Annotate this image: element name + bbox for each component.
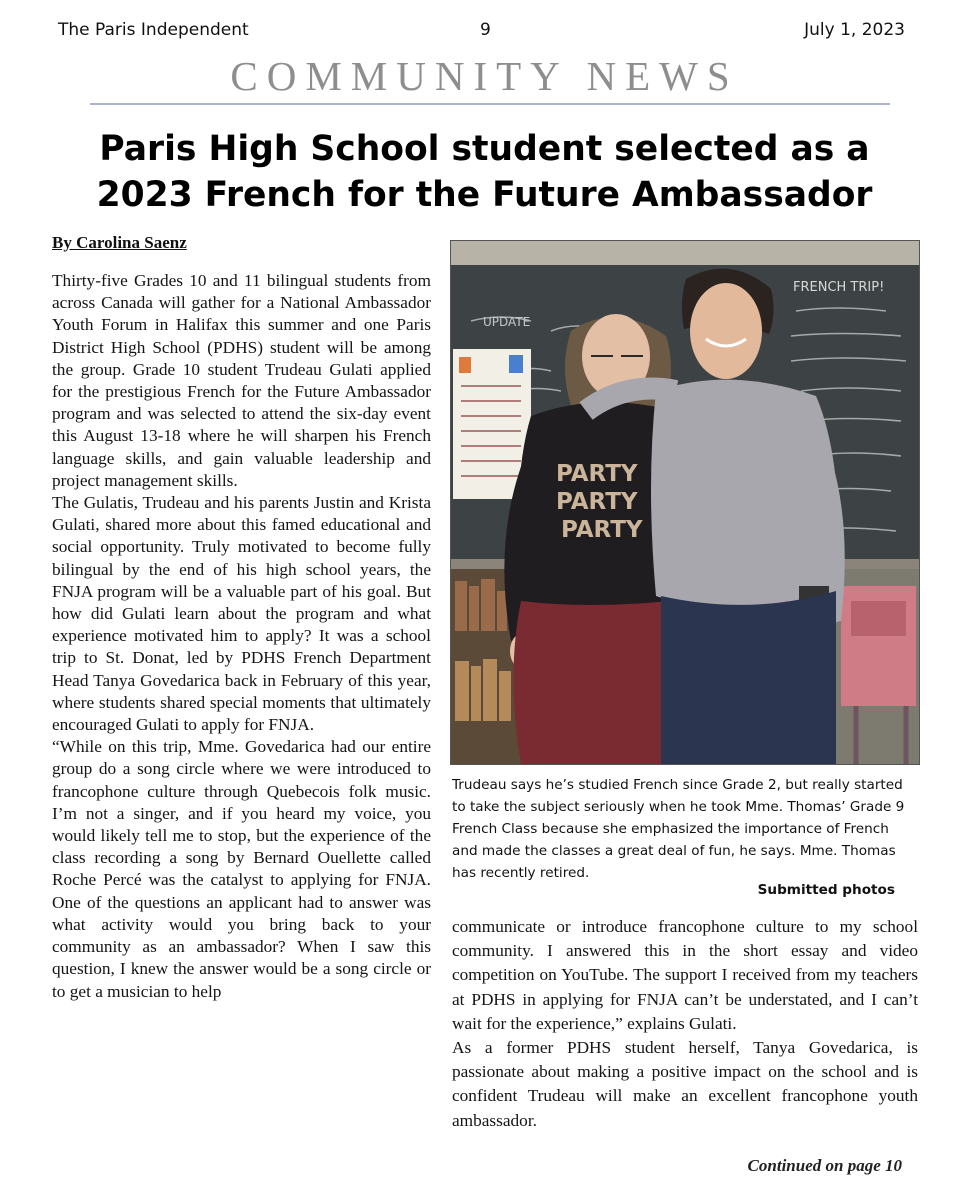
photo-caption: Trudeau says he’s studied French since Grade 2, but really started to take the subject seriously when he took Mme. Thomas’ Grade 9 French Class because she emphasized the importance of French and made the classes a great deal of fun, he says. Mme. Thomas has recently retired. bbox=[452, 777, 905, 881]
article-column-right bbox=[452, 915, 918, 1133]
issue-date: July 1, 2023 bbox=[804, 20, 905, 40]
article-paragraph: “While on this trip, Mme. Govedarica had our entire group do a song circle where we were introduced to francophone culture through Quebecois folk music. I’m not a singer, and if you heard my voice, you would likely tell me to stop, but the experience of the class recording a song by Bernard Ouellette called Roche Percé was the catalyst to applying for FNJA. One of the questions an applicant had to answer was what activity would you bring back to your community as an ambassador? When I saw this question, I knew the answer would be a song circle or to get a musician to help bbox=[52, 737, 431, 1001]
article-paragraph: Thirty-five Grades 10 and 11 bilingual students from across Canada will gather for a National Ambassador Youth Forum in Halifax this summer and one Paris District High School (PDHS) student will be among the group. Grade 10 student Trudeau Gulati applied for the prestigious French for the Future Ambassador program and was selected to attend the six-day event this August 13-18 where he will sharpen his French language skills, and gain valuable leadership and project management skills. bbox=[52, 271, 431, 490]
byline: By Carolina Saenz bbox=[52, 233, 187, 252]
headline bbox=[20, 126, 949, 218]
photo-illustration bbox=[451, 241, 919, 764]
chalk-update: UPDATE bbox=[483, 315, 531, 329]
continued-link[interactable]: Continued on page 10 bbox=[747, 1156, 902, 1175]
article-paragraph: communicate or introduce francophone culture to my school community. I answered this in the short essay and video competition on YouTube. The support I received from my teachers at PDHS in applying for FNJA can’t be understated, and I can’t wait for the experience,” explains Gulati. bbox=[452, 917, 918, 1033]
article-photo bbox=[450, 240, 920, 765]
shirt-text-1: PARTY bbox=[556, 461, 638, 487]
section-title: COMMUNITY NEWS bbox=[230, 53, 739, 99]
headline-line-2: 2023 French for the Future Ambassador bbox=[96, 175, 873, 215]
page-number: 9 bbox=[480, 20, 491, 40]
article-column-left bbox=[52, 270, 431, 1003]
publication-name: The Paris Independent bbox=[58, 20, 249, 40]
article-paragraph: The Gulatis, Trudeau and his parents Justin and Krista Gulati, shared more about this famed educational and social opportunity. Truly motivated to become fully bilingual by the end of his high school years, the FNJA program will be a valuable part of his goal. But how did Gulati learn about the program and what experience motivated him to apply? It was a school trip to St. Donat, led by PDHS French Department Head Tanya Govedarica back in February of this year, where students shared special moments that ultimately encouraged Gulati to apply for FNJA. bbox=[52, 493, 431, 735]
headline-line-1: Paris High School student selected as a bbox=[99, 129, 870, 169]
shirt-text-2: PARTY bbox=[556, 489, 638, 515]
section-divider bbox=[90, 103, 890, 105]
photo-credit: Submitted photos bbox=[757, 882, 895, 898]
shirt-text-3: PARTY bbox=[561, 517, 643, 543]
article-paragraph: As a former PDHS student herself, Tanya Govedarica, is passionate about making a positive impact on the school and is confident Trudeau will make an excellent francophone youth ambassador. bbox=[452, 1038, 918, 1130]
chalk-heading: FRENCH TRIP! bbox=[793, 280, 885, 295]
